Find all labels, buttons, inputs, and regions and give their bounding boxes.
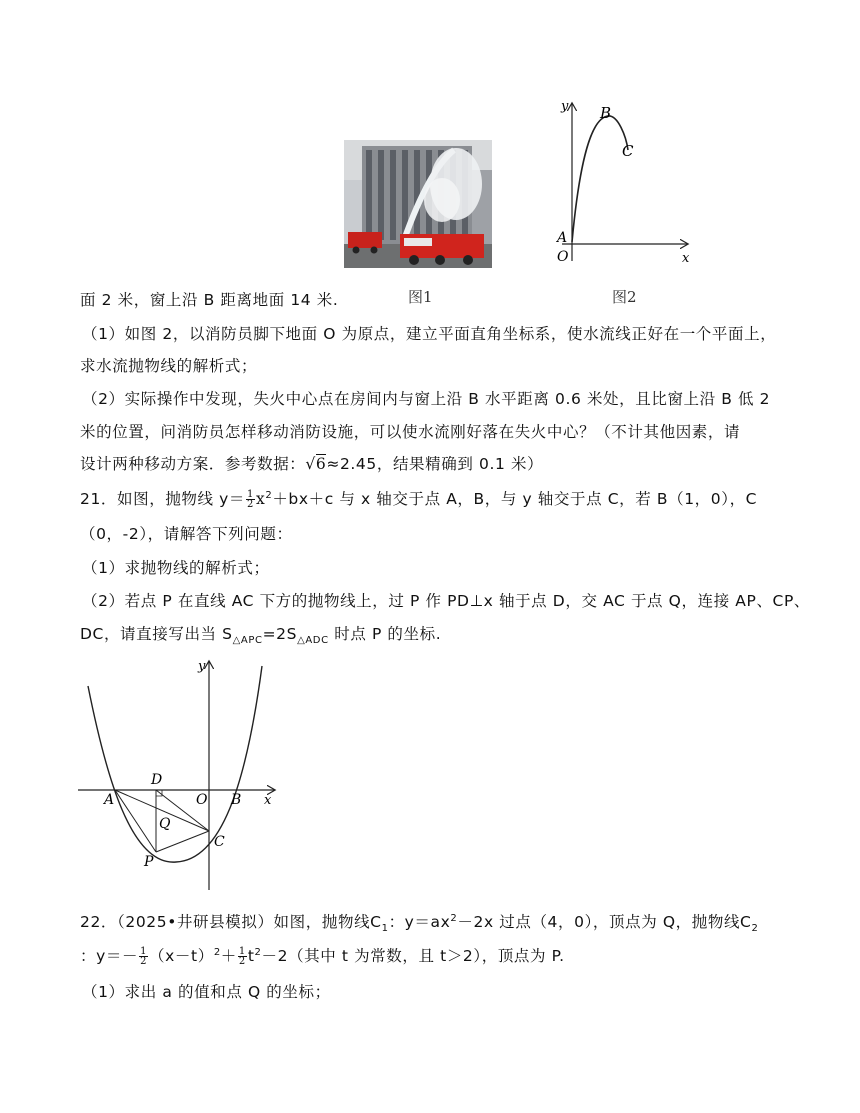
q21-label-B: B: [231, 792, 242, 808]
fig2-label-A: A: [557, 230, 568, 246]
q22-l2-b: （x－t）: [149, 947, 214, 965]
q21-parabola: [88, 666, 262, 862]
q21-line2: （0，-2），请解答下列问题：: [80, 525, 293, 543]
q21-part2-line1: （2）若点 P 在直线 AC 下方的抛物线上，过 P 作 PD⊥x 轴于点 D，交 AC 于点 Q，连接 AP、CP、: [82, 592, 811, 610]
q22-l2-a: ：y＝－: [80, 947, 139, 965]
q22-l2-e: －2（其中 t 为常数，且 t＞2），顶点为 P.: [261, 947, 565, 965]
fig2-label: 图2: [612, 288, 637, 306]
fig2-label-y: y: [561, 99, 569, 114]
q21-part1: （1）求抛物线的解析式；: [82, 559, 270, 577]
sqrt-symbol: √6: [305, 455, 327, 473]
q21-label-Q: Q: [159, 816, 171, 832]
fig2-label-x: x: [682, 251, 690, 266]
q22-line1: [80, 910, 758, 934]
q22-part1: （1）求出 a 的值和点 Q 的坐标；: [82, 983, 331, 1001]
q22-l2-sup2: 2: [254, 946, 262, 958]
q21-x: x: [256, 490, 266, 508]
segment-CP: [156, 831, 209, 852]
q21-graph: [76, 656, 286, 896]
q21-label-O: O: [196, 792, 208, 808]
q22-text-c: －2x 过点（4，0），顶点为 Q，抛物线C: [457, 913, 752, 931]
q21-p2-text-c: 时点 P 的坐标.: [328, 625, 442, 643]
q21-label-D: D: [151, 772, 163, 788]
q22-l2-sup: 2: [213, 946, 221, 958]
q21-label-y: y: [198, 659, 206, 674]
q21-label-A: A: [104, 792, 115, 808]
q21-part2-line2: [80, 622, 441, 646]
q22-line2: [80, 944, 565, 966]
q21-label-P: P: [144, 854, 154, 870]
fire-truck-photo: [344, 140, 492, 268]
q21-sub-adc: △ADC: [297, 635, 329, 647]
fraction-half-1: $\frac{1}{2}$: [140, 946, 148, 967]
q20-part2-line3: [80, 452, 543, 474]
q22-l2-d: t: [247, 947, 255, 965]
fig2-label-C: C: [622, 142, 634, 160]
q20-part1-line2: 求水流抛物线的解析式；: [80, 357, 258, 375]
q20-line0: 面 2 米，窗上沿 B 距离地面 14 米.: [80, 291, 339, 309]
q20-ref-value: ≈2.45，结果精确到 0.1 米）: [326, 455, 544, 473]
q20-ref-text: 设计两种移动方案．参考数据：: [80, 455, 306, 473]
q21-text-a: 21．如图，抛物线 y＝: [80, 490, 246, 508]
fraction-half: $\frac{1}{2}$: [247, 489, 254, 510]
q20-part2-line1: （2）实际操作中发现，失火中心点在房间内与窗上沿 B 水平距离 0.6 米处，且比窗上沿 B 低 2: [82, 390, 771, 408]
q22-sub-1: 1: [381, 923, 389, 935]
q21-sup: 2: [265, 489, 273, 501]
q22-text-a: 22．（2025•井研县模拟）如图，抛物线C: [80, 913, 382, 931]
q21-line1: [80, 487, 757, 509]
q22-l2-c: ＋: [220, 947, 237, 965]
q20-part2-line2: 米的位置，问消防员怎样移动消防设施，可以使水流刚好落在失火中心？（不计其他因素，请: [80, 423, 741, 441]
fig2-label-B: B: [600, 104, 612, 122]
fig2-label-O: O: [557, 249, 569, 265]
q20-part1-line1: （1）如图 2，以消防员脚下地面 O 为原点，建立平面直角坐标系，使水流线正好在一个平面上，: [82, 325, 777, 343]
fig1-label: 图1: [408, 288, 433, 306]
q21-label-C: C: [214, 834, 225, 850]
q21-sub-apc: △APC: [232, 635, 263, 647]
fig2-parabola: [572, 116, 628, 242]
q22-sub-2: 2: [751, 923, 759, 935]
fraction-half-2: $\frac{1}{2}$: [238, 946, 246, 967]
q22-sup-1: 2: [450, 912, 458, 924]
q21-text-c: ＋bx＋c 与 x 轴交于点 A，B，与 y 轴交于点 C，若 B（1，0），C: [272, 490, 758, 508]
q21-label-x: x: [264, 793, 272, 808]
q22-text-b: ：y＝ax: [388, 913, 451, 931]
q21-p2-text-b: =2S: [262, 625, 298, 643]
q21-p2-text-a: DC，请直接写出当 S: [80, 625, 233, 643]
fig2-diagram: [552, 96, 702, 268]
